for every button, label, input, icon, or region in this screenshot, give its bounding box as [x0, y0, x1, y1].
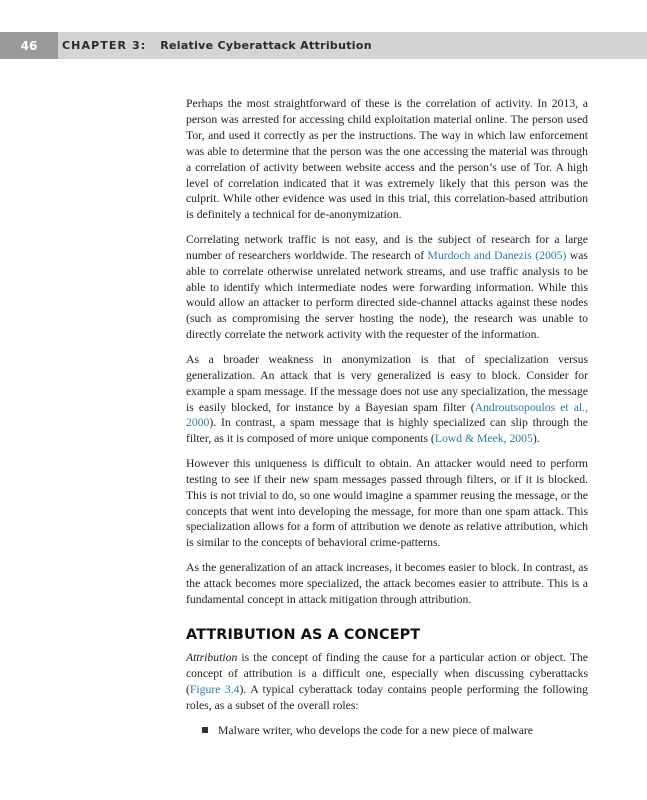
chapter-label: CHAPTER 3:	[62, 39, 147, 52]
paragraph-text: As a broader weakness in anonymization is that of specialization versus generalization. An attack that is very generalized is easy to block. Consider for example a spam message. If the message does not use any specialization, the message is easily blocked, for instance by a Bayesian spam filter (	[186, 352, 588, 414]
paragraph-text: was able to correlate otherwise unrelated network streams, and use traffic analysis to be able to identify which intermediate nodes were forwarding information. While this would allow an attacker to perform directed side-channel attacks against these nodes (such as compromising the server hosting the node), the research was unable to directly correlate the network activity with the requester of the information.	[186, 248, 588, 342]
roles-list	[186, 723, 588, 739]
paragraph-network-traffic	[186, 232, 588, 343]
paragraph-text: ). In contrast, a spam message that is highly specialized can slip through the filter, as it is composed of more unique components (	[186, 416, 588, 446]
section-heading: ATTRIBUTION AS A CONCEPT	[186, 626, 421, 643]
citation-murdoch-danezis[interactable]: Murdoch and Danezis (2005)	[427, 248, 567, 262]
paragraph-specialization	[186, 352, 588, 447]
citation-androutsopoulos[interactable]: Androutsopoulos et al., 2000	[186, 400, 589, 430]
figure-reference[interactable]: Figure 3.4	[189, 683, 240, 697]
paragraph-text: is the concept of finding the cause for a particular action or object. The concept of attribution is a difficult one, especially when discussing cyberattacks (	[186, 651, 588, 697]
body-text	[186, 96, 588, 739]
paragraph-generalization: As the generalization of an attack increases, it becomes easier to block. In contrast, as the attack becomes more specialized, the attack becomes easier to attribute. This is a fundamental concept in attack mitigation through attribution.	[186, 560, 588, 606]
paragraph-text: ). A typical cyberattack today contains people performing the following roles, as a subset of the overall roles:	[186, 683, 588, 713]
list-item-text: Malware writer, who develops the code for a new piece of malware	[218, 723, 533, 737]
paragraph-uniqueness: However this uniqueness is difficult to obtain. An attacker would need to perform testing to see if their new spam messages passed through filters, or if it is blocked. This is not trivial to do, so one would imagine a spammer reusing the message, or the concepts that went into developing the message, for more than one spam attack. This specialization allows for a form of attribution we denote as relative attribution, which is similar to the concepts of behavioral crime-patterns.	[186, 456, 588, 550]
paragraph-attribution-definition	[186, 650, 588, 714]
chapter-title: Relative Cyberattack Attribution	[160, 39, 372, 52]
term-attribution: Attribution	[186, 651, 238, 665]
paragraph-text: Correlating network traffic is not easy, and is the subject of research for a large number of researchers worldwide. The research of	[186, 232, 588, 262]
citation-lowd-meek[interactable]: Lowd & Meek, 2005	[434, 432, 533, 446]
running-header	[0, 32, 647, 59]
page-number: 46	[0, 32, 58, 59]
list-item	[186, 723, 588, 739]
paragraph-text: ).	[532, 432, 540, 446]
square-bullet-icon	[202, 727, 208, 733]
paragraph-correlation: Perhaps the most straightforward of these is the correlation of activity. In 2013, a person was arrested for accessing child exploitation material online. The person used Tor, and used it correctly as per the instructions. The way in which law enforcement was able to determine that the person was the one accessing the material was through a correlation of activity between website access and the person’s use of Tor. A high level of correlation indicated that it was extremely likely that this person was the culprit. While other evidence was used in this trial, this correlation-based attribution is definitely a technical for de-anonymization.	[186, 97, 588, 222]
